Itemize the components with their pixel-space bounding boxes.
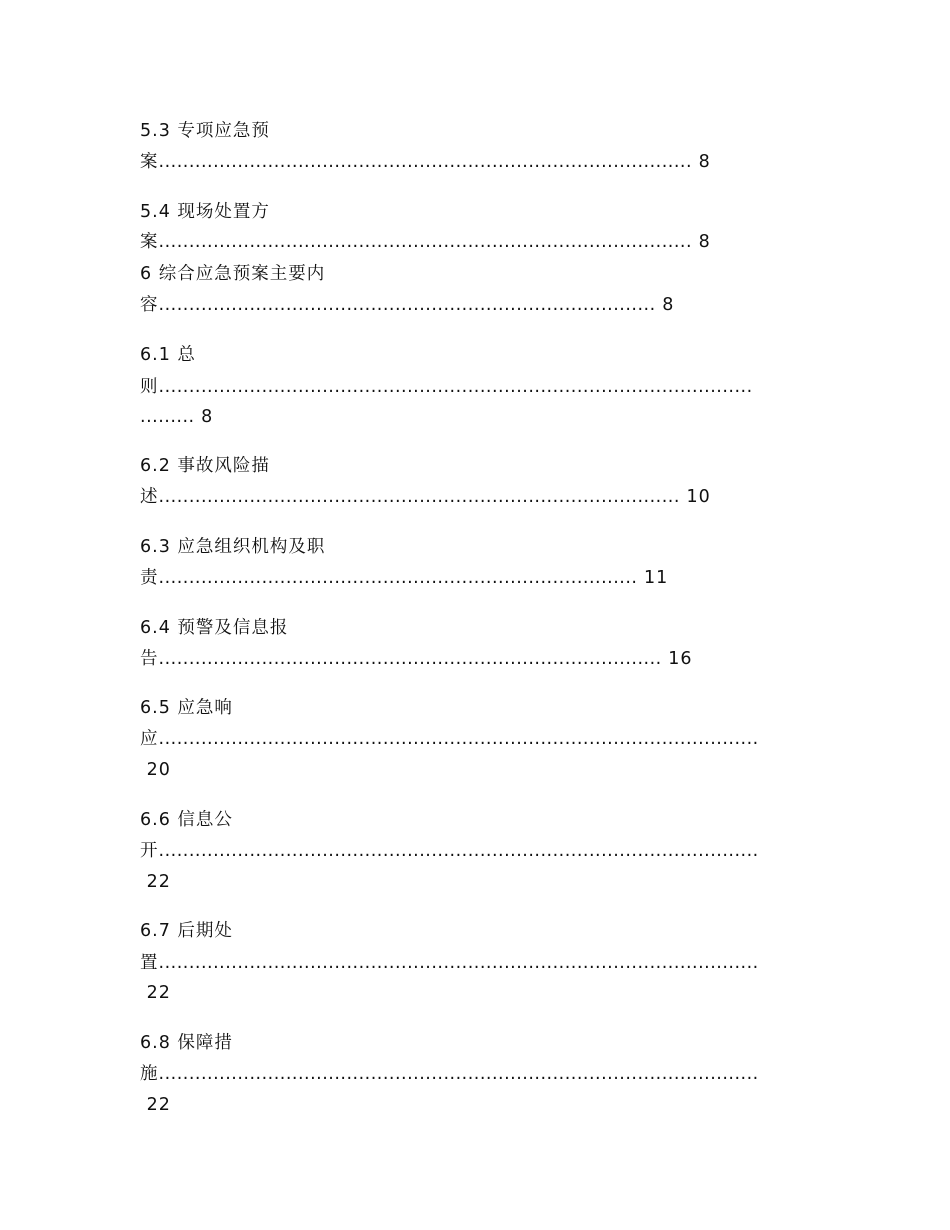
toc-entry-heading: 6.8 保障措	[140, 1033, 233, 1053]
toc-entry-leader-line	[140, 649, 693, 669]
toc-tail-char: 责	[140, 568, 159, 588]
toc-tail-char: 案	[140, 232, 159, 252]
toc-entry-leader-line	[140, 953, 759, 973]
toc-entry-heading: 5.3 专项应急预	[140, 121, 270, 141]
toc-tail-char: 容	[140, 295, 159, 315]
toc-leader-dots: ..................................................................................	[158, 295, 656, 315]
toc-leader-dots: ...............................................................................	[158, 568, 638, 588]
toc-tail-char: 案	[140, 152, 159, 172]
toc-page-number-line: 22	[140, 872, 171, 892]
toc-leader-dots: ...................................................................................................	[158, 841, 759, 861]
toc-page-number: 10	[679, 487, 711, 507]
toc-leader-dots: ...................................................................................	[158, 649, 662, 669]
toc-entry-leader-line	[140, 377, 753, 397]
toc-entry-heading: 6.4 预警及信息报	[140, 618, 289, 638]
toc-page-number-line: 22	[140, 1095, 171, 1115]
toc-tail-char: 置	[140, 953, 159, 973]
toc-leader-dots: ........................................................................................	[158, 232, 693, 252]
toc-entry-heading: 6.7 后期处	[140, 921, 233, 941]
toc-page-number-line: 22	[140, 983, 171, 1003]
toc-entry-leader-line	[140, 1064, 759, 1084]
toc-tail-char: 开	[140, 841, 159, 861]
toc-page-number-line: 20	[140, 760, 171, 780]
toc-entry-leader-line	[140, 232, 711, 252]
toc-entry-heading: 6.3 应急组织机构及职	[140, 537, 326, 557]
toc-page-number: 8	[692, 232, 711, 252]
toc-page-number: 11	[637, 568, 669, 588]
toc-leader-dots: ..................................................................................................	[158, 377, 753, 397]
toc-leader-dots: ........................................................................................	[158, 152, 693, 172]
toc-tail-char: 告	[140, 649, 159, 669]
toc-entry-leader-line	[140, 729, 759, 749]
toc-page-number: 8	[692, 152, 711, 172]
toc-entry-heading: 6 综合应急预案主要内	[140, 264, 326, 284]
toc-entry-leader-line	[140, 568, 668, 588]
toc-page-number: 16	[661, 649, 693, 669]
toc-tail-char: 述	[140, 487, 159, 507]
toc-leader-dots: ...................................................................................................	[158, 729, 759, 749]
toc-entry-heading: 6.5 应急响	[140, 698, 233, 718]
toc-entry-heading: 6.1 总	[140, 345, 196, 365]
toc-entry-heading: 5.4 现场处置方	[140, 202, 270, 222]
toc-tail-char: 施	[140, 1064, 159, 1084]
toc-entry-leader-line	[140, 487, 711, 507]
toc-leader-dots: .........	[140, 407, 195, 427]
toc-entry-heading: 6.2 事故风险描	[140, 456, 270, 476]
toc-tail-char: 应	[140, 729, 159, 749]
toc-entry-leader-line-continued	[140, 407, 213, 427]
toc-leader-dots: ...................................................................................................	[158, 1064, 759, 1084]
toc-leader-dots: ...................................................................................................	[158, 953, 759, 973]
toc-tail-char: 则	[140, 377, 159, 397]
toc-entry-leader-line	[140, 152, 711, 172]
toc-page-number: 8	[194, 407, 214, 427]
toc-leader-dots: ......................................................................................	[158, 487, 680, 507]
toc-entry-leader-line	[140, 841, 759, 861]
toc-page-number: 8	[655, 295, 675, 315]
toc-entry-leader-line	[140, 295, 674, 315]
toc-entry-heading: 6.6 信息公	[140, 810, 233, 830]
